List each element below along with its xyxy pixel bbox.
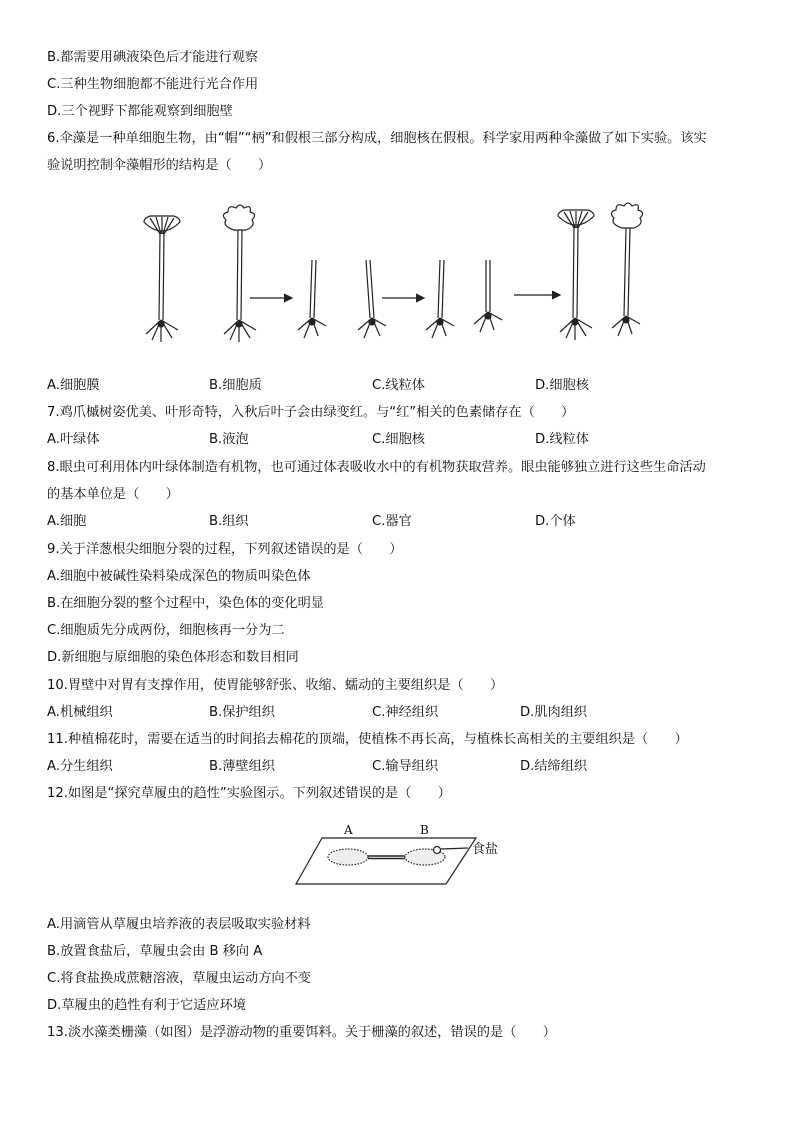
q9-option-b: B.在细胞分裂的整个过程中，染色体的变化明显 <box>47 596 324 611</box>
q12-stem: 12.如图是“探究草履虫的趋性”实验图示。下列叙述错误的是（ ） <box>47 786 451 801</box>
q6-stem-line1: 6.伞藻是一种单细胞生物，由“帽”“柄”和假根三部分构成，细胞核在假根。科学家用两种伞藻做了如下实验。该实 <box>47 131 707 146</box>
q9-option-a: A.细胞中被碱性染料染成深色的物质叫染色体 <box>47 569 311 584</box>
q10-stem: 10.胃壁中对胃有支撑作用，使胃能够舒张、收缩、蠕动的主要组织是（ ） <box>47 678 504 693</box>
q12-option-d: D.草履虫的趋性有利于它适应环境 <box>47 998 246 1013</box>
q6-options <box>47 376 747 396</box>
plant-regenerated-cup-cap <box>558 210 594 340</box>
q7-option-a: A.叶绿体 <box>47 432 100 447</box>
liquid-bridge <box>368 856 405 859</box>
salt-leader-line <box>441 848 468 849</box>
acetabularia-experiment-figure <box>130 200 690 360</box>
label-a: A <box>344 823 353 837</box>
q8-stem-line2: 的基本单位是（ ） <box>47 487 179 502</box>
q8-options <box>47 512 747 532</box>
q12-option-a: A.用滴管从草履虫培养液的表层吸取实验材料 <box>47 917 311 932</box>
q11-option-c: C.输导组织 <box>372 759 439 774</box>
label-b: B <box>420 823 429 837</box>
q8-option-a: A.细胞 <box>47 514 87 529</box>
q11-option-a: A.分生组织 <box>47 759 113 774</box>
q12-option-b: B.放置食盐后，草履虫会由 B 移向 A <box>47 944 263 959</box>
q11-stem: 11.种植棉花时，需要在适当的时间掐去棉花的顶端，使植株不再长高，与植株长高相关的主要组织是（ ） <box>47 732 688 747</box>
q12-option-c: C.将食盐换成蔗糖溶液，草履虫运动方向不变 <box>47 971 311 986</box>
q8-option-c: C.器官 <box>372 514 412 529</box>
paramecium-experiment-figure <box>292 820 552 890</box>
plant-stalk-swap-2 <box>358 260 386 338</box>
q10-options <box>47 703 747 723</box>
q7-options <box>47 430 747 450</box>
q6-option-d: D.细胞核 <box>535 378 589 393</box>
q7-option-d: D.线粒体 <box>535 432 589 447</box>
q8-stem-line1: 8.眼虫可利用体内叶绿体制造有机物，也可通过体表吸收水中的有机物获取营养。眼虫能够独立进行这些生命活动 <box>47 460 706 475</box>
q8-option-d: D.个体 <box>535 514 576 529</box>
q7-option-b: B.液泡 <box>209 432 249 447</box>
q9-option-c: C.细胞质先分成两份，细胞核再一分为二 <box>47 623 285 638</box>
salt-grain <box>434 847 441 854</box>
plant-regenerated-split-cap <box>611 203 642 336</box>
q10-option-d: D.肌肉组织 <box>520 705 588 720</box>
q11-option-b: B.薄壁组织 <box>209 759 275 774</box>
q13-stem: 13.淡水藻类栅藻（如图）是浮游动物的重要饵料。关于栅藻的叙述，错误的是（ ） <box>47 1025 556 1040</box>
q5-option-b: B.都需要用碘液染色后才能进行观察 <box>47 50 259 65</box>
q6-option-c: C.线粒体 <box>372 378 425 393</box>
q11-option-d: D.结缔组织 <box>520 759 588 774</box>
q10-option-c: C.神经组织 <box>372 705 439 720</box>
drop-a <box>328 849 368 865</box>
q7-option-c: C.细胞核 <box>372 432 425 447</box>
q5-option-c: C.三种生物细胞都不能进行光合作用 <box>47 77 259 92</box>
plant-stalk-swap-1 <box>298 260 326 338</box>
glass-slide <box>296 838 476 884</box>
q10-option-a: A.机械组织 <box>47 705 113 720</box>
q9-option-d: D.新细胞与原细胞的染色体形态和数目相同 <box>47 650 299 665</box>
q5-option-d: D.三个视野下都能观察到细胞壁 <box>47 104 233 119</box>
q6-option-a: A.细胞膜 <box>47 378 100 393</box>
plant-grafted-2 <box>474 260 502 332</box>
q7-stem: 7.鸡爪槭树姿优美、叶形奇特，入秋后叶子会由绿变红。与“红”相关的色素储存在（ ） <box>47 405 575 420</box>
q9-stem: 9.关于洋葱根尖细胞分裂的过程，下列叙述错误的是（ ） <box>47 542 403 557</box>
q11-options <box>47 757 747 777</box>
q10-option-b: B.保护组织 <box>209 705 275 720</box>
q6-option-b: B.细胞质 <box>209 378 262 393</box>
label-salt: 食盐 <box>472 842 499 857</box>
q8-option-b: B.组织 <box>209 514 249 529</box>
q6-stem-line2: 验说明控制伞藻帽形的结构是（ ） <box>47 158 272 173</box>
plant-split-cap-full <box>223 205 256 342</box>
plant-grafted-1 <box>426 260 454 338</box>
plant-cup-cap-full <box>144 216 180 342</box>
